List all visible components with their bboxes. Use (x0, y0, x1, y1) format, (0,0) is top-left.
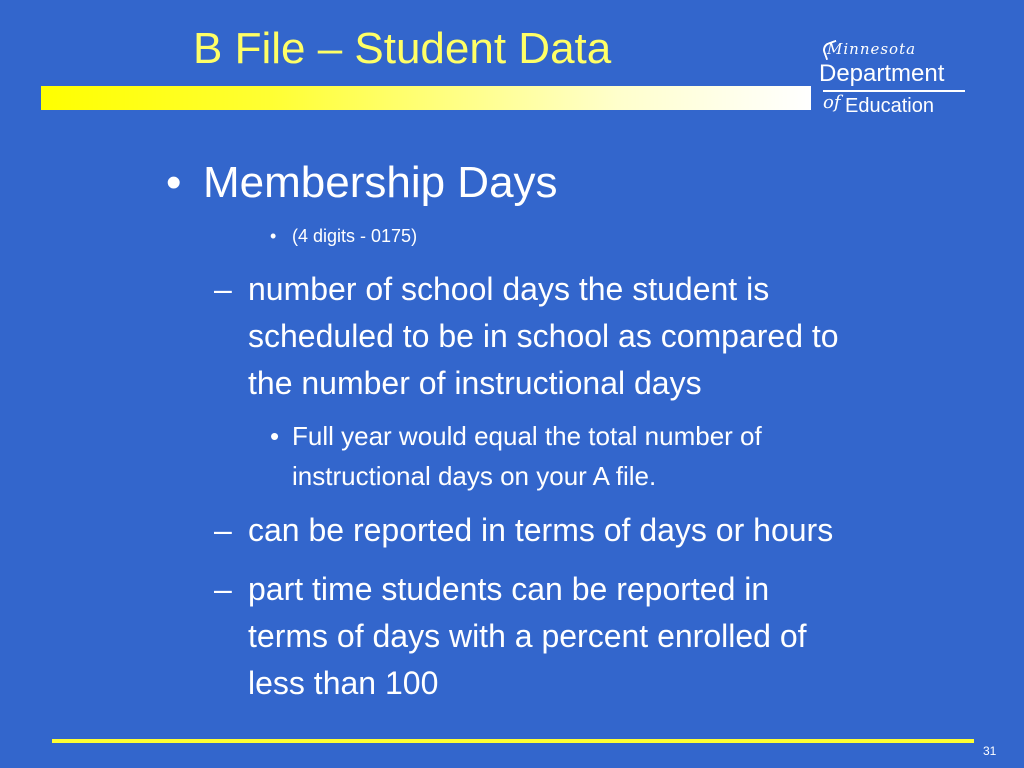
dash1-line-3: the number of instructional days (248, 365, 702, 401)
fullyear-line-1: Full year would equal the total number of (292, 421, 762, 451)
bullet-dot-icon: • (270, 421, 280, 451)
logo-of-text: of (823, 92, 841, 113)
slide-title: B File – Student Data (193, 24, 612, 73)
bullet-digits: (4 digits - 0175) (292, 226, 418, 246)
logo-script-text: Minnesota (827, 40, 917, 58)
footer-bar (52, 739, 974, 743)
dash3-line-3: less than 100 (248, 665, 439, 701)
dash3-line-1: part time students can be reported in (248, 571, 770, 607)
bullet-dot-icon: • (166, 158, 182, 207)
dash3-line-2: terms of days with a percent enrolled of (248, 618, 807, 654)
dash-icon: – (214, 271, 232, 307)
page-number: 31 (983, 744, 997, 758)
bullet-dot-icon: • (270, 226, 277, 246)
dash-icon: – (214, 512, 232, 548)
dash-icon: – (214, 571, 232, 607)
fullyear-line-2: instructional days on your A file. (292, 461, 657, 491)
bullet-membership-days: Membership Days (203, 158, 558, 207)
dash1-line-1: number of school days the student is (248, 271, 770, 307)
logo-education-text: Education (845, 95, 934, 117)
dash1-line-2: scheduled to be in school as compared to (248, 318, 839, 354)
dash2-line: can be reported in terms of days or hours (248, 512, 834, 548)
logo-department-text: Department (819, 60, 945, 87)
